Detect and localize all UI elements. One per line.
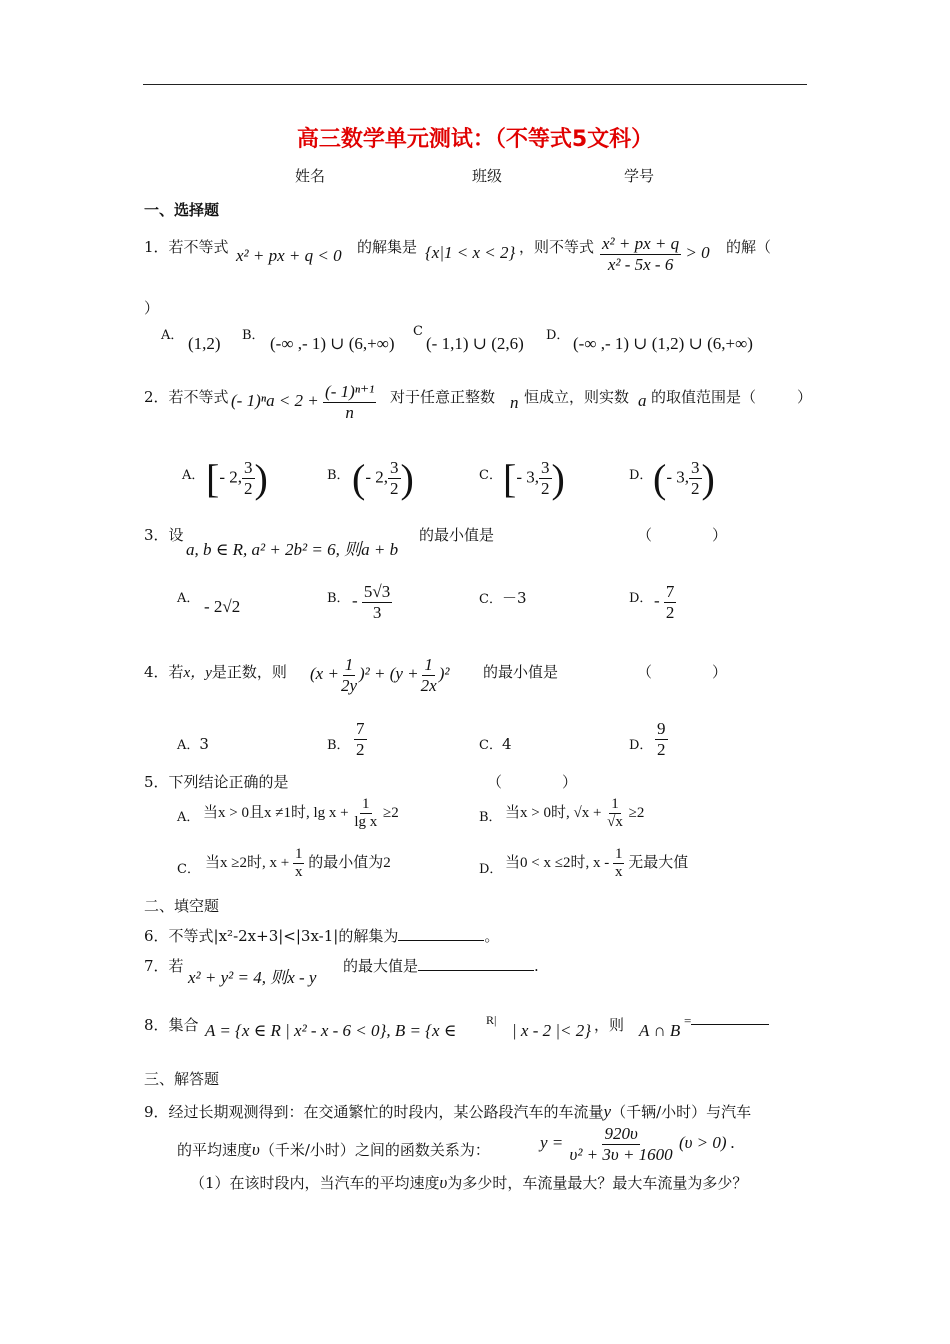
q2-text-mid2: 恒成立，则实数 <box>524 388 630 406</box>
q8-expr: A = {x ∈ R | x² - x - 6 < 0}, B = {x ∈ <box>205 1021 457 1040</box>
q5-option-a <box>203 796 399 832</box>
q1-frac-num: x² + px + q <box>602 234 680 253</box>
q4-option-d <box>655 719 668 759</box>
q4-d-fn: 9 <box>657 719 666 738</box>
q1-option-d: (-∞ ,- 1) ∪ (1,2) ∪ (6,+∞) <box>573 334 753 353</box>
q5-text: 5．下列结论正确的是 <box>144 773 289 791</box>
q2-b-fn: 3 <box>390 458 399 478</box>
q2-option-d <box>653 455 715 502</box>
q2-c-rbr: ) <box>551 456 565 501</box>
q9-fpre: y = <box>540 1132 564 1152</box>
q4-f1n: 1 <box>344 655 354 674</box>
q2-text-end: 的取值范围是（ <box>651 388 757 406</box>
q2-option-b-label: B． <box>327 468 350 483</box>
q9-line2-text: 的平均速度 <box>177 1141 253 1159</box>
q3-b-sign: - <box>352 590 358 610</box>
q4-a-val: 3 <box>199 735 209 753</box>
section-choice-heading: 一、选择题 <box>144 201 220 219</box>
q4-d-fd: 2 <box>657 739 666 759</box>
q2-option-d-label: D． <box>629 468 653 483</box>
q2-inequality <box>231 382 376 422</box>
q5-a-fd: lg x <box>354 814 378 831</box>
q4-option-a <box>177 734 209 753</box>
q3-text-end: 的最小值是 <box>419 526 495 544</box>
q5-option-a-label: A． <box>177 810 200 825</box>
q2-d-val: - 3, <box>666 467 689 487</box>
q3-option-d-label: D． <box>629 591 653 606</box>
q4-b-fd: 2 <box>356 739 365 759</box>
q7-end: . <box>534 957 539 975</box>
q4-option-b <box>354 719 367 759</box>
q4-expr <box>310 655 449 695</box>
q1-option-b-label: B． <box>242 328 265 343</box>
q4-e2: )² + (y + <box>358 663 419 683</box>
q3-expr: a, b ∈ R, a² + 2b² = 6, 则a + b <box>186 540 399 559</box>
q2-a: a <box>638 391 647 410</box>
student-id-label: 学号 <box>624 167 655 185</box>
q3-answer-paren: （ ） <box>637 526 728 544</box>
q8-text-mid: ，则 <box>594 1016 625 1034</box>
q3-option-a-label: A． <box>177 591 200 606</box>
q6-answer-blank[interactable] <box>398 940 484 941</box>
q4-e1: (x + <box>310 663 339 683</box>
q1-solution-set: {x|1 < x < 2} <box>425 243 516 262</box>
q3-option-b <box>352 582 392 622</box>
q5-option-d <box>505 846 688 882</box>
q5-b-pre: 当x > 0时, √x + <box>505 805 602 822</box>
q2-c-lbr: [ <box>503 456 517 501</box>
q5-c-post: 的最小值为2 <box>308 855 391 872</box>
q2-option-b <box>352 455 414 502</box>
q4-c-label: C． <box>479 738 502 753</box>
q5-option-c <box>205 846 391 882</box>
q5-c-fn: 1 <box>293 846 305 864</box>
q6-question: 6．不等式|x²-2x+3|<|3x-1|的解集为 <box>144 927 399 945</box>
q2-expr: (- 1)ⁿa < 2 + <box>231 390 319 410</box>
q4-f1d: 2y <box>340 675 357 695</box>
q5-d-pre: 当0 < x ≤2时, x - <box>505 855 610 872</box>
q2-a-rbr: ) <box>254 456 268 501</box>
q3-option-d <box>654 582 676 622</box>
q1-option-c: (- 1,1) ∪ (2,6) <box>426 334 524 353</box>
q8-text: 8．集合 <box>144 1016 199 1034</box>
q1-inequality: x² + px + q < 0 <box>236 246 342 265</box>
q9-line1b-text: （千辆/小时）与汽车 <box>611 1103 752 1121</box>
q9-sub1-text: （1）在该时段内，当汽车的平均速度 <box>190 1174 440 1192</box>
q4-num: 4．若 <box>144 663 184 681</box>
q2-c-fn: 3 <box>541 458 550 478</box>
page-title: 高三数学单元测试：（不等式5文科） <box>296 127 654 152</box>
q2-option-a-label: A． <box>182 468 205 483</box>
q5-d-fd: x <box>614 864 623 881</box>
q4-text-mid: 是正数，则 <box>211 663 287 681</box>
q7-question: 的最大值是 <box>343 957 419 975</box>
q2-b-lbr: ( <box>352 456 366 501</box>
q1-option-b: (-∞ ,- 1) ∪ (6,+∞) <box>270 334 395 353</box>
q5-c-fd: x <box>294 864 303 881</box>
q9-line1 <box>144 1101 751 1122</box>
q8-expr3: A ∩ B <box>639 1021 681 1040</box>
q2-c-val: - 3, <box>516 467 539 487</box>
q4-option-c <box>479 734 512 753</box>
q2-option-c <box>503 455 565 502</box>
q3-option-c <box>479 587 527 608</box>
q1-frac-den: x² - 5x - 6 <box>607 254 674 274</box>
q2-d-fd: 2 <box>691 479 700 498</box>
q1-option-a: (1,2) <box>188 334 221 353</box>
q4-option-d-label: D． <box>629 738 653 753</box>
name-label: 姓名 <box>295 167 326 185</box>
q5-d-fn: 1 <box>613 846 625 864</box>
q1-rel: > 0 <box>685 242 710 262</box>
q7-answer-blank[interactable] <box>418 970 534 971</box>
q2-a-fd: 2 <box>244 479 253 498</box>
q5-a-pre: 当x > 0且x ≠1时, lg x + <box>203 805 349 822</box>
q2-text: 2．若不等式 <box>144 388 229 406</box>
q4-b-fn: 7 <box>356 719 365 738</box>
q8-expr2: | x - 2 |< 2} <box>512 1021 592 1040</box>
q2-frac-den: n <box>345 402 354 422</box>
q5-option-d-label: D． <box>479 862 503 877</box>
q5-option-b-label: B． <box>479 810 502 825</box>
q4-option-b-label: B． <box>327 738 350 753</box>
q4-text-end: 的最小值是 <box>483 663 559 681</box>
q5-b-fn: 1 <box>609 796 621 814</box>
q9-sub1-v: υ <box>439 1173 448 1192</box>
q3-c-label: C． <box>479 592 502 607</box>
q5-option-b <box>505 796 644 832</box>
q3-text: 3．设 <box>144 526 184 544</box>
q4-xy: x，y <box>183 665 212 681</box>
q5-c-pre: 当x ≥2时, x + <box>205 855 290 872</box>
q2-option-c-label: C． <box>479 468 502 483</box>
q2-c-fd: 2 <box>541 479 550 498</box>
q6-end: 。 <box>484 927 500 945</box>
q4-f2d: 2x <box>420 675 437 695</box>
q2-frac-num: (- 1)ⁿ⁺¹ <box>325 382 375 401</box>
q2-close: ） <box>797 388 813 406</box>
q3-option-b-label: B． <box>327 591 350 606</box>
q2-d-lbr: ( <box>653 456 667 501</box>
q1-text-end: 的解（ <box>726 238 772 256</box>
q2-b-val: - 2, <box>365 467 388 487</box>
q4-e3: )² <box>438 663 450 683</box>
q1-text-mid2: ，则不等式 <box>519 238 595 256</box>
q3-d-sign: - <box>654 590 660 610</box>
q3-d-fn: 7 <box>665 582 675 601</box>
top-rule <box>143 84 807 85</box>
q2-b-rbr: ) <box>400 456 414 501</box>
q2-a-val: - 2, <box>219 467 242 487</box>
q3-b-fd: 3 <box>372 602 382 622</box>
q1-close: ） <box>144 299 160 317</box>
q1-fraction <box>600 234 710 274</box>
q2-option-a <box>206 455 268 502</box>
q1-option-a-label: A． <box>161 328 184 343</box>
q2-a-fn: 3 <box>244 458 253 478</box>
q1-text: 1．若不等式 <box>144 238 229 256</box>
q5-b-post: ≥2 <box>628 805 645 822</box>
q5-d-post: 无最大值 <box>628 855 689 872</box>
q5-a-fn: 1 <box>360 796 372 814</box>
class-label: 班级 <box>472 167 503 185</box>
q1-text-mid: 的解集是 <box>357 238 418 256</box>
q9-v: υ <box>252 1140 260 1159</box>
q9-y: y <box>603 1102 612 1121</box>
q9-sub1b-text: 为多少时，车流量最大？最大车流量为多少？ <box>447 1174 748 1192</box>
q2-d-fn: 3 <box>691 458 700 478</box>
q2-text-mid: 对于任意正整数 <box>390 388 496 406</box>
q4-answer-paren: （ ） <box>637 663 728 681</box>
q7-expr: x² + y² = 4, 则x - y <box>188 968 317 987</box>
q5-a-post: ≥2 <box>383 805 399 822</box>
q2-a-lbr: [ <box>206 456 220 501</box>
q4-c-val: 4 <box>501 735 512 753</box>
q4-text <box>144 661 287 682</box>
q7-text-end <box>343 955 539 976</box>
q5-b-fd: √x <box>607 814 623 831</box>
q8-answer-blank[interactable] <box>691 1024 769 1025</box>
q9-line1-text: 9．经过长期观测得到：在交通繁忙的时段内，某公路段汽车的车流量 <box>144 1103 604 1121</box>
q4-f2n: 1 <box>424 655 433 674</box>
q7-text: 7．若 <box>144 957 184 975</box>
q9-fpost: (υ > 0) . <box>678 1132 736 1152</box>
q2-b-fd: 2 <box>390 479 399 498</box>
q6-text <box>144 925 499 946</box>
q4-a-label: A． <box>177 738 200 753</box>
q9-fd: υ² + 3υ + 1600 <box>569 1144 673 1164</box>
q3-d-fd: 2 <box>665 602 675 622</box>
q3-c-val: －3 <box>501 589 527 607</box>
q9-sub1 <box>190 1172 747 1193</box>
q1-option-c-label: C <box>413 324 423 339</box>
q9-fn: 920υ <box>604 1124 638 1143</box>
q9-formula <box>540 1124 735 1164</box>
q8-R: R| <box>486 1013 497 1027</box>
section-answer-heading: 三、解答题 <box>144 1070 220 1088</box>
q1-option-d-label: D． <box>546 328 570 343</box>
q8-eq-sign: = <box>684 1013 692 1028</box>
q8-eq <box>684 1013 769 1029</box>
section-fill-heading: 二、填空题 <box>144 897 220 915</box>
q3-option-a: - 2√2 <box>204 597 241 616</box>
q3-b-fn: 5√3 <box>363 582 391 601</box>
q5-answer-paren: （ ） <box>487 773 578 791</box>
q9-line2b-text: （千米/小时）之间的函数关系为： <box>259 1141 490 1159</box>
q5-option-c-label: C． <box>177 862 200 877</box>
q2-d-rbr: ) <box>701 456 715 501</box>
q9-line2 <box>177 1139 490 1160</box>
q2-n: n <box>510 393 519 412</box>
